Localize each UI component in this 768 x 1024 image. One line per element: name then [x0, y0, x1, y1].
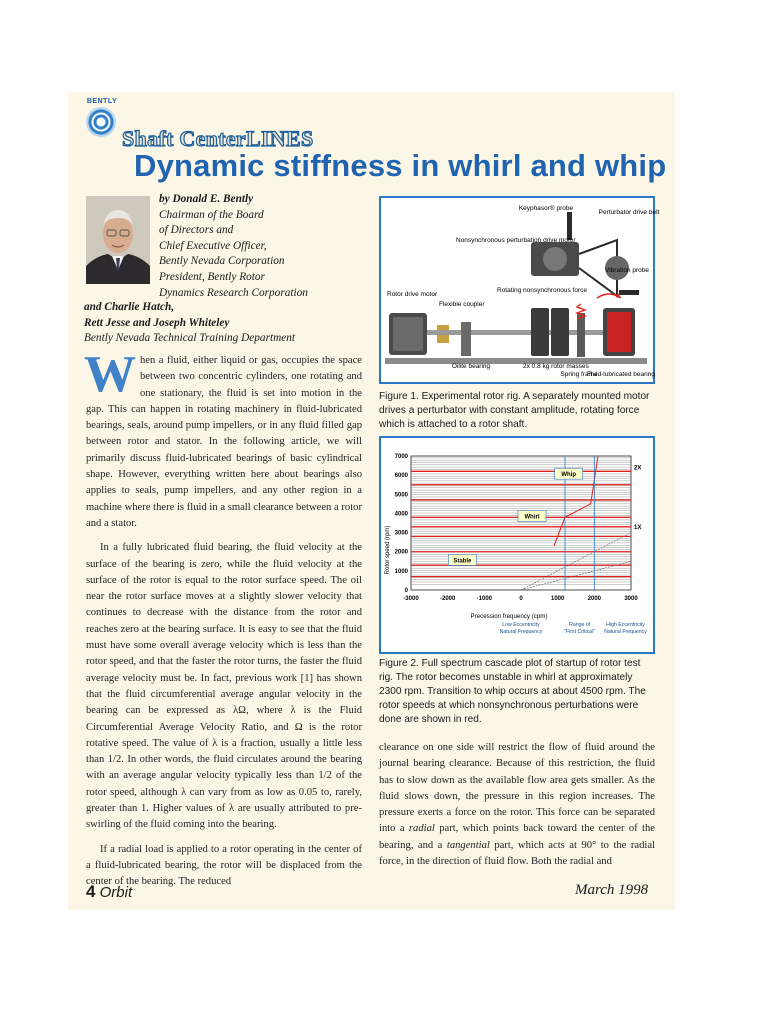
cascade-y-tick: 4000 [394, 511, 408, 518]
cascade-x-tick: 0 [519, 596, 523, 602]
cascade-bottom-label: High Eccentricity [606, 622, 645, 628]
paragraph-1 [84, 346, 362, 532]
cascade-chart [381, 438, 653, 652]
page-number: 4 [86, 882, 96, 901]
fig1-nonsync-motor: Nonsynchronous perturbation drive motor [456, 237, 576, 244]
fig1-spring: Spring frame [560, 371, 598, 378]
article-title: Dynamic stiffness in whirl and whip [134, 148, 667, 183]
series-title: Shaft CenterLINES [122, 126, 314, 151]
cascade-bottom-label: Range of [569, 622, 591, 628]
cascade-bottom-label: "First Critical" [564, 629, 596, 635]
paragraph-2: In a fully lubricated fluid bearing, the fluid velocity at the surface of the bearing is zero, while the fluid velocity at the surface of the rotor is equal to the rotor surface speed. The oil near the rotor surface moves at a slightly slower velocity that continues to decrease with the distance from the rotor and reaches zero at the bearing surface. It is easy to see that the fluid must have some overall average velocity which is less than the rotor speed, and that the faster the rotor turns, the faster the fluid average velocity must be. In fact, previous work [1] has shown that the fluid circumferential average angular velocity in the bearing can be expressed as λΩ, where λ is the Fluid Circumferential Average Velocity Ratio, and Ω is the rotor rotative speed. The value of λ is a fraction, usually a little less than 1/2. In other words, the fluid circulates around the bearing with an average angular velocity typically less than 1/2 of the rotor speed, although λ can vary from as low as 0.05 to, rarely, greater than 1. Higher values of λ are usually attributed to pre-swirling of the fluid coming into the bearing. [86, 542, 362, 831]
body-column-right [379, 740, 655, 870]
cascade-line-label: 2X [634, 465, 642, 472]
cascade-y-axis-label: Rotor speed (rpm) [385, 525, 391, 575]
fig1-perturbator-belt: Perturbator drive belt [598, 209, 660, 216]
byline-author: by Donald E. Bently [159, 193, 254, 205]
paragraph-1-text: hen a fluid, either liquid or gas, occupies the space between two concentric cylinders, one rotating and one stationary, the fluid is set into motion in the gap. This can happen in rotating machinery in fluid-lubricated bearings, seals, around pump impellers, or in any fluid filled gap between rotor and stator. In the following article, we will primarily discuss fluid-lubricated bearings of basic cylindrical shape. However, everything written here about bearings also applies to seals, pump impellers, and any other region in a machine where there is fluid in a small clearance between a rotor and a stator. [86, 355, 362, 529]
cascade-bottom-label: Low Eccentricity [502, 622, 540, 628]
paragraph-4-text-a: clearance on one side will restrict the flow of fluid around the journal bearing clearance. Because of this restriction, the fluid has to slow down as the available flow area gets smaller. As the fluid slows down, the pressure in this region increases. The pressure exerts a force on the rotor. This force can be separated into a [379, 742, 655, 835]
paragraph-3: If a radial load is applied to a rotor operating in the center of a fluid-lubricated bearing, the rotor will be displaced from the center of the bearing. The reduced [86, 843, 362, 888]
fig1-coupler: Flexible coupler [439, 301, 485, 308]
fig1-vibration-probe: Vibration probe [605, 267, 649, 274]
fig1-masses: 2x 0.8 kg rotor masses [523, 363, 589, 370]
cascade-x-axis-label: Precession frequency (cpm) [470, 613, 548, 620]
cascade-y-tick: 2000 [394, 549, 408, 556]
cascade-region-label: Whip [561, 472, 577, 479]
coauthor-names: Rett Jesse and Joseph Whiteley [84, 316, 230, 329]
cascade-x-tick: -3000 [403, 596, 419, 602]
radial-term: radial [408, 823, 435, 835]
paragraph-4 [379, 740, 655, 870]
cascade-region-label: Whirl [524, 514, 540, 521]
byline-line: Chief Executive Officer, [159, 239, 267, 252]
cascade-y-tick: 1000 [394, 568, 408, 575]
cascade-y-tick: 7000 [394, 454, 408, 460]
cascade-y-tick: 3000 [394, 530, 408, 537]
figure-2-cascade-plot [379, 436, 655, 654]
cascade-x-tick: -2000 [439, 596, 456, 602]
cascade-x-tick: -1000 [476, 596, 493, 602]
cascade-y-tick: 0 [404, 588, 408, 594]
cascade-x-tick: 2000 [587, 596, 602, 602]
fig1-keyphasor: Keyphasor® probe [518, 205, 574, 212]
byline-line: President, Bently Rotor [159, 270, 265, 283]
fig1-rotor-motor: Rotor drive motor [387, 291, 438, 298]
cascade-region-label: Stable [453, 558, 472, 565]
fig1-rotating-force: Rotating nonsynchronous force [497, 287, 587, 294]
bently-logo [82, 98, 122, 144]
coauthor-dept: Bently Nevada Technical Training Department [84, 332, 296, 344]
cascade-y-tick: 6000 [394, 473, 408, 480]
paragraph-4-text-c: part, which acts at 90° to the radial force, in the direction of fluid flow. Both the radial and [379, 839, 655, 868]
logo-text: BENTLY [86, 98, 118, 105]
logo-ring-icon [86, 107, 116, 137]
cascade-x-tick: 3000 [624, 596, 638, 602]
footer-left [86, 882, 132, 902]
cascade-bottom-label: Natural Frequency [499, 629, 543, 635]
fig1-oilite: Oilite bearing [451, 363, 491, 370]
byline-line: Dynamics Research Corporation [159, 286, 308, 299]
fig1-fluid-bearing: Fluid-lubricated bearing [587, 371, 655, 378]
figure-2-caption: Figure 2. Full spectrum cascade plot of startup of rotor test rig. The rotor becomes unstable in whirl at approximately 2300 rpm. Transition to whip occurs at about 4500 rpm. The rotor speeds at which nonsynchronous perturbations were done are shown in red. [379, 658, 646, 725]
byline-line: Bently Nevada Corporation [159, 255, 285, 268]
coauthors-block [84, 300, 295, 347]
figure-1-caption: Figure 1. Experimental rotor rig. A separately mounted motor drives a perturbator with constant amplitude, rotating force which is attached to a rotor shaft. [379, 391, 650, 430]
cascade-bottom-label: Natural Frequency [604, 629, 647, 635]
author-photo [86, 196, 150, 284]
footer-date: March 1998 [575, 882, 649, 898]
drop-cap: W [84, 346, 136, 403]
paragraph-4-text-b: part, which points back toward the center of the bearing, and a [379, 823, 656, 851]
cascade-x-tick: 1000 [550, 596, 565, 602]
coauthor-and: and Charlie Hatch, [84, 301, 175, 313]
figure-1-rotor-rig [379, 196, 660, 384]
byline-line: of Directors and [159, 224, 234, 237]
magazine-name: Orbit [99, 884, 133, 901]
byline [159, 192, 364, 301]
cascade-line-label: 1X [634, 524, 642, 531]
cascade-y-tick: 5000 [394, 492, 408, 499]
byline-line: Chairman of the Board [159, 208, 264, 221]
tangential-term: tangential [446, 839, 490, 851]
body-column-left [84, 346, 362, 891]
